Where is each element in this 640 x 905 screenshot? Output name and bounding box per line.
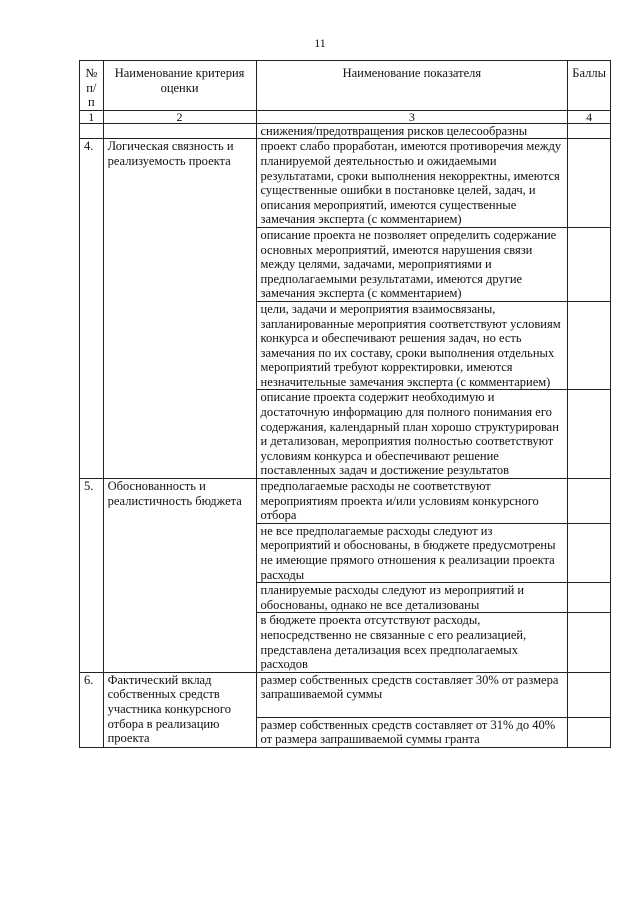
criterion-number: 6. xyxy=(80,672,104,747)
page-number: 11 xyxy=(314,36,326,50)
column-number: 3 xyxy=(256,110,568,123)
indicator-cell: размер собственных средств составляет 30% от размера запрашиваемой суммы xyxy=(256,672,568,717)
score-cell xyxy=(568,301,611,390)
empty-cell xyxy=(103,123,256,139)
table-row xyxy=(80,672,611,717)
criterion-number: 4. xyxy=(80,139,104,479)
score-cell xyxy=(568,390,611,479)
criterion-name: Логическая связность и реализуемость проекта xyxy=(103,139,256,479)
score-cell xyxy=(568,672,611,717)
score-cell xyxy=(568,523,611,582)
indicator-cell: описание проекта не позволяет определить содержание основных мероприятий, имеются нарушения связи между целями, задачами, мероприятиями и предполагаемыми результатами, имеются другие замечания эксперта (с комментарием) xyxy=(256,227,568,301)
score-cell xyxy=(568,583,611,613)
score-cell xyxy=(568,613,611,672)
criterion-number: 5. xyxy=(80,479,104,673)
indicator-cell: предполагаемые расходы не соответствуют мероприятиям проекта и/или условиям конкурсного отбора xyxy=(256,479,568,524)
criterion-name: Обоснованность и реалистичность бюджета xyxy=(103,479,256,673)
empty-cell xyxy=(80,123,104,139)
indicator-cell: планируемые расходы следуют из мероприятий и обоснованы, однако не все детализованы xyxy=(256,583,568,613)
column-number: 2 xyxy=(103,110,256,123)
table-header-row xyxy=(80,61,611,111)
continuation-row xyxy=(80,123,611,139)
score-cell xyxy=(568,479,611,524)
score-cell xyxy=(568,139,611,228)
indicator-cell: цели, задачи и мероприятия взаимосвязаны, запланированные мероприятия соответствуют условиям конкурса и обеспечивают решения задач, но есть замечания по их составу, сроки выполнения отдельных мероприятий требуют корректировки, имеются незначительные замечания эксперта (с комментарием) xyxy=(256,301,568,390)
score-cell xyxy=(568,227,611,301)
criterion-name: Фактический вклад собственных средств участника конкурсного отбора в реализацию проекта xyxy=(103,672,256,747)
score-cell xyxy=(568,123,611,139)
score-cell xyxy=(568,717,611,747)
column-number-row xyxy=(80,110,611,123)
indicator-cell: снижения/предотвращения рисков целесообразны xyxy=(256,123,568,139)
evaluation-criteria-table xyxy=(79,60,611,748)
indicator-cell: проект слабо проработан, имеются противоречия между планируемой деятельностью и ожидаемыми результатами, сроки выполнения некорректны, имеются существенные ошибки в постановке целей, задач, и описания мероприятий, имеются существенные замечания эксперта (с комментарием) xyxy=(256,139,568,228)
header-criterion: Наименование критерия оценки xyxy=(103,61,256,111)
header-score: Баллы xyxy=(568,61,611,111)
header-number: № п/п xyxy=(80,61,104,111)
header-indicator: Наименование показателя xyxy=(256,61,568,111)
indicator-cell: размер собственных средств составляет от 31% до 40% от размера запрашиваемой суммы гранта xyxy=(256,717,568,747)
indicator-cell: в бюджете проекта отсутствуют расходы, непосредственно не связанные с его реализацией, представлена детализация всех предполагаемых расходов xyxy=(256,613,568,672)
table-row xyxy=(80,479,611,524)
column-number: 4 xyxy=(568,110,611,123)
indicator-cell: не все предполагаемые расходы следуют из мероприятий и обоснованы, в бюджете предусмотрены не имеющие прямого отношения к реализации проекта расходы xyxy=(256,523,568,582)
table-row xyxy=(80,139,611,228)
column-number: 1 xyxy=(80,110,104,123)
indicator-cell: описание проекта содержит необходимую и достаточную информацию для полного понимания его содержания, календарный план хорошо структурирован и детализован, мероприятия полностью соответствуют условиям конкурса и обеспечивают решение поставленных задач и достижение результатов xyxy=(256,390,568,479)
